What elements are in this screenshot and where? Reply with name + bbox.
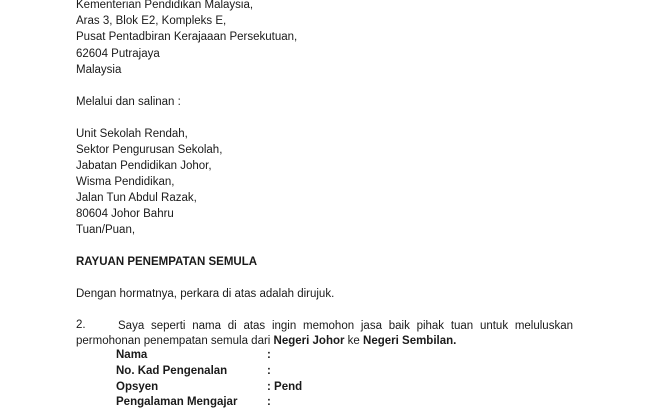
- salutation: Tuan/Puan,: [76, 224, 136, 236]
- via-address-line: Unit Sekolah Rendah,: [76, 128, 188, 140]
- paragraph-number: 2.: [76, 319, 86, 331]
- via-address-line: Jalan Tun Abdul Razak,: [76, 192, 197, 204]
- detail-value-nama: :: [267, 349, 271, 361]
- paragraph-2-text: permohonan penempatan semula dari: [76, 335, 274, 347]
- address-line: 62604 Putrajaya: [76, 48, 160, 60]
- paragraph-2-line-2: [76, 334, 456, 348]
- opening-sentence: Dengan hormatnya, perkara di atas adalah dirujuk.: [76, 288, 335, 300]
- detail-label-opsyen: Opsyen: [116, 381, 159, 393]
- address-line: Aras 3, Blok E2, Kompleks E,: [76, 15, 227, 27]
- paragraph-2-connector: ke: [344, 335, 364, 347]
- via-address-line: 80604 Johor Bahru: [76, 208, 174, 220]
- to-state: Negeri Sembilan.: [363, 335, 457, 347]
- via-address-line: Wisma Pendidikan,: [76, 176, 175, 188]
- detail-value-opsyen: : Pend: [267, 381, 303, 393]
- paragraph-2-line-1: Saya seperti nama di atas ingin memohon jasa baik pihak tuan untuk meluluskan: [118, 320, 573, 332]
- detail-label-nama: Nama: [116, 349, 148, 361]
- detail-value-ic: :: [267, 365, 271, 377]
- address-line: Pusat Pentadbiran Kerajaaan Persekutuan,: [76, 31, 298, 43]
- via-address-line: Jabatan Pendidikan Johor,: [76, 160, 212, 172]
- via-label: Melalui dan salinan :: [76, 96, 181, 108]
- address-line: Kementerian Pendidikan Malaysia,: [76, 0, 254, 11]
- via-address-line: Sektor Pengurusan Sekolah,: [76, 144, 223, 156]
- detail-label-pengalaman: Pengalaman Mengajar: [116, 396, 238, 408]
- address-line: Malaysia: [76, 64, 122, 76]
- from-state: Negeri Johor: [273, 335, 345, 347]
- detail-label-ic: No. Kad Pengenalan: [116, 365, 228, 377]
- detail-value-pengalaman: :: [267, 396, 271, 408]
- subject-heading: RAYUAN PENEMPATAN SEMULA: [76, 256, 258, 268]
